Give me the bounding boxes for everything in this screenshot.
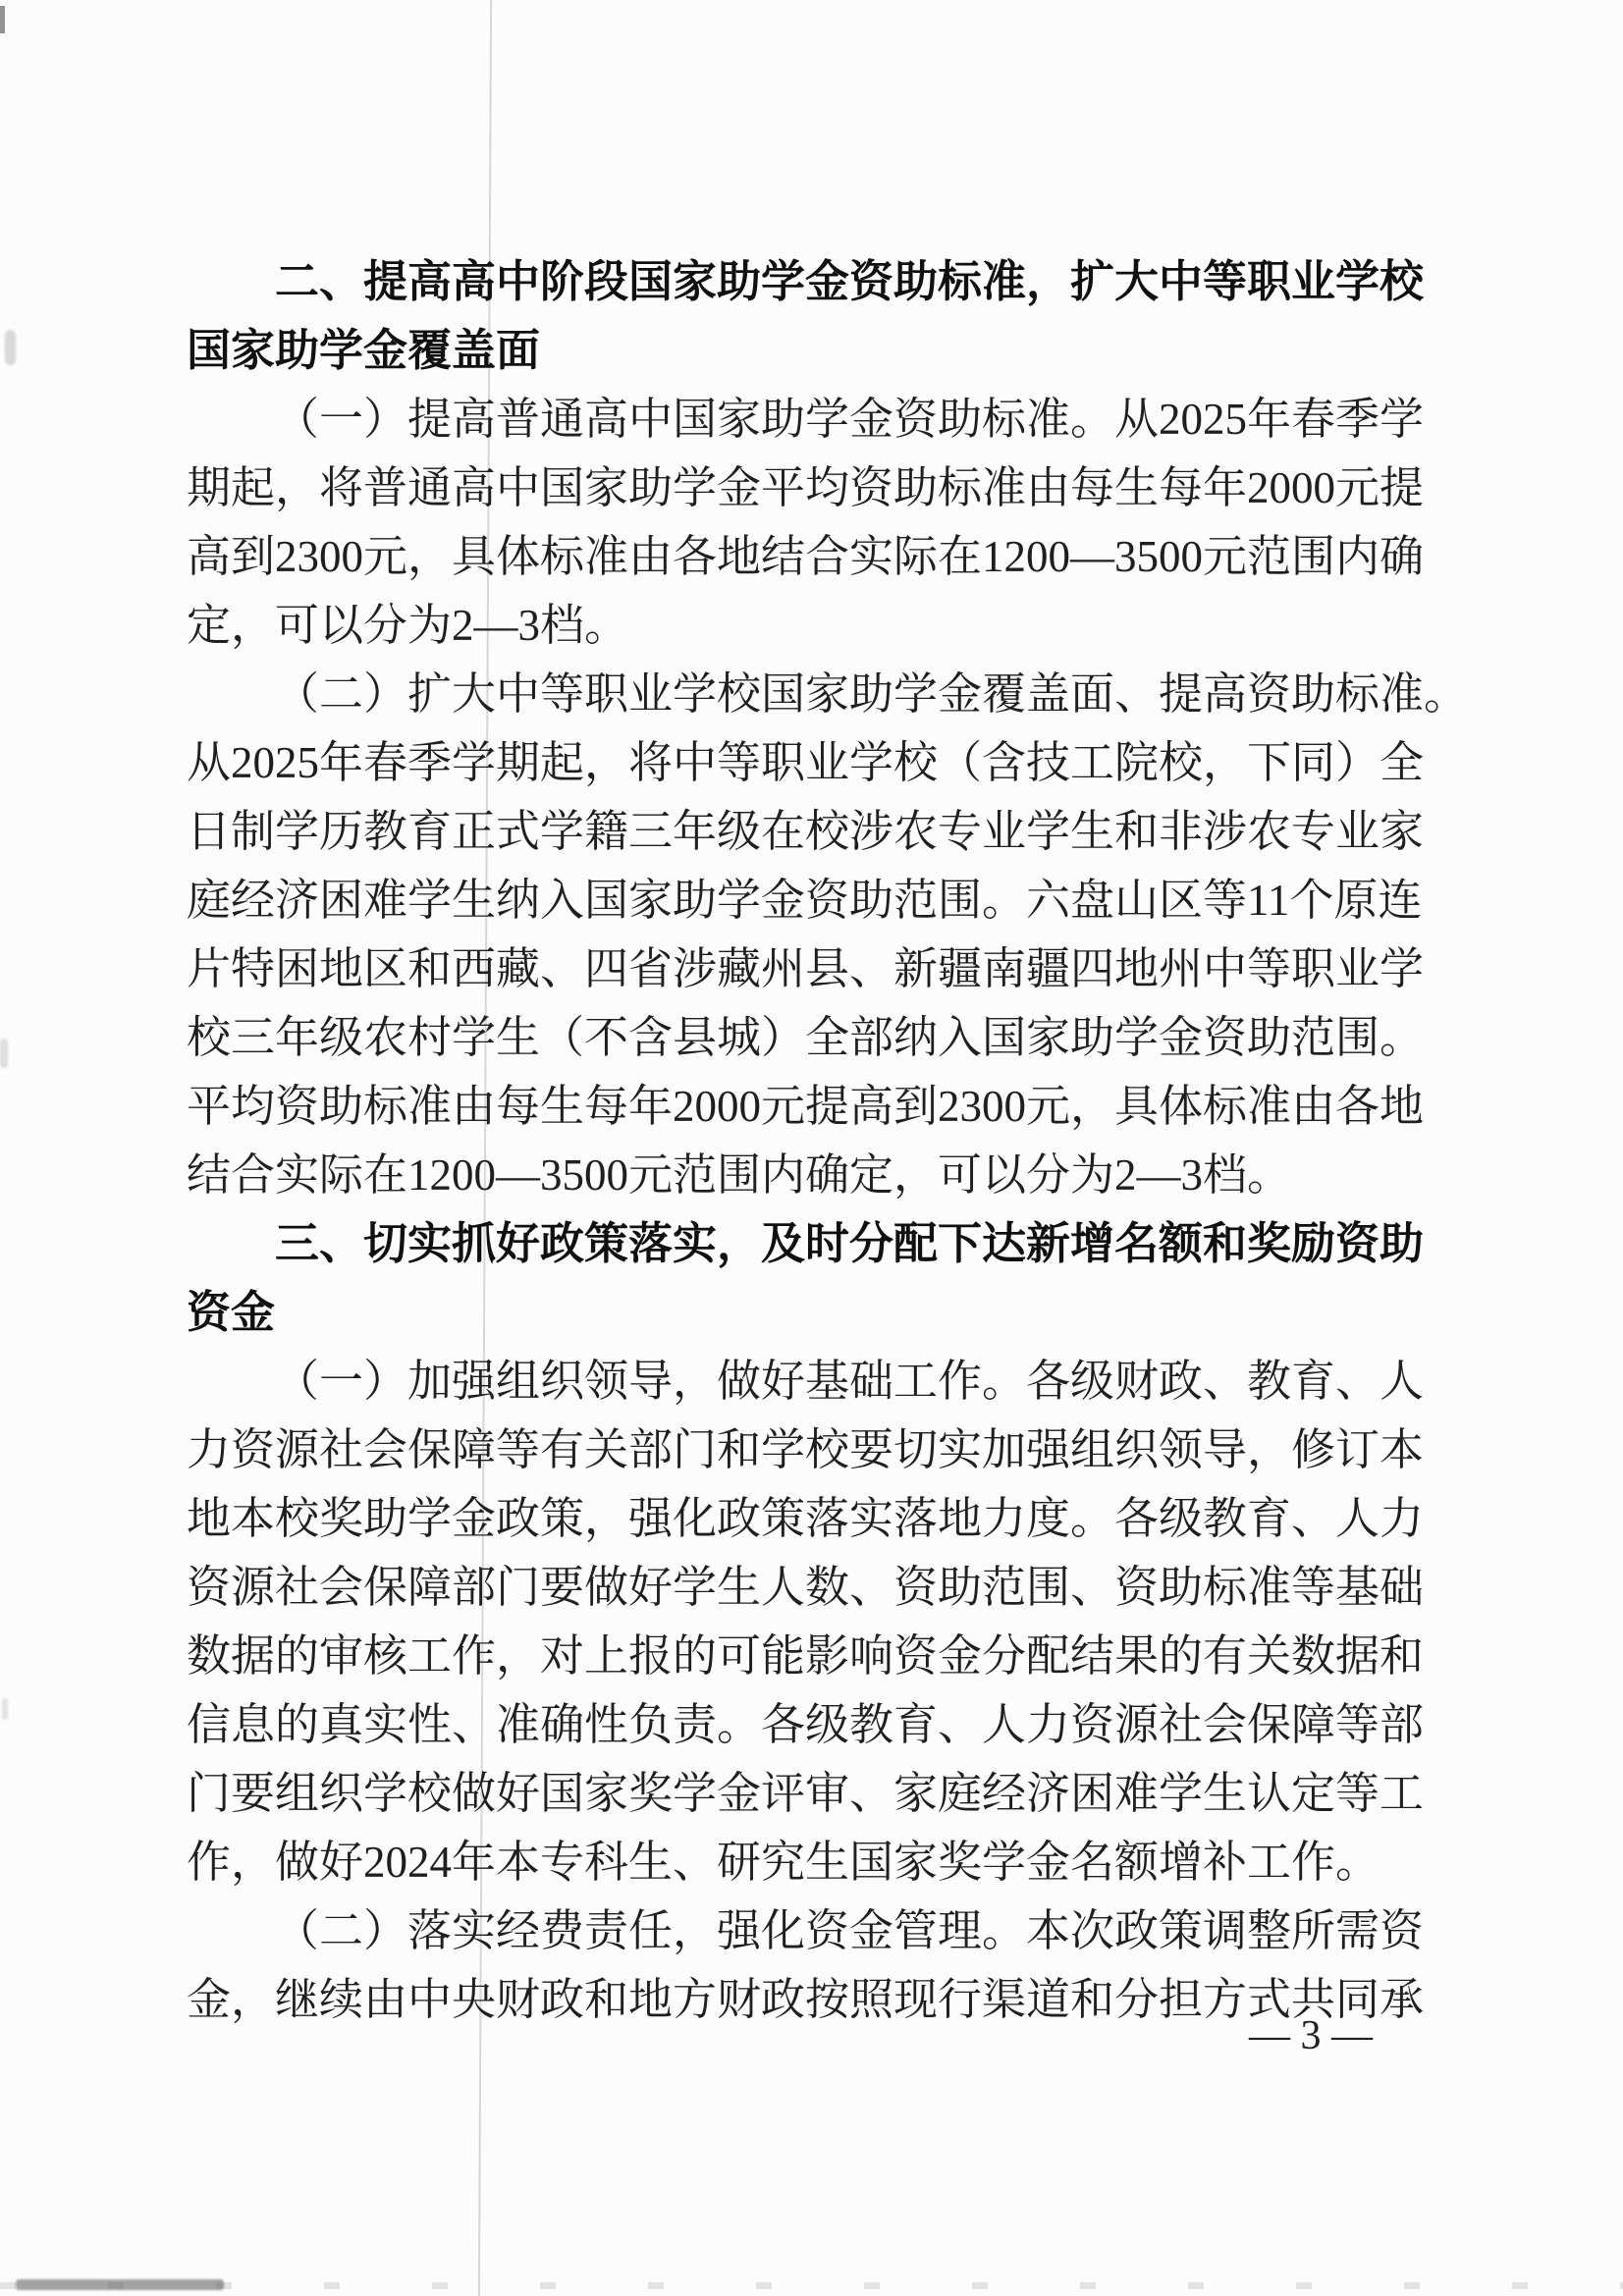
text-line: （二）落实经费责任，强化资金管理。本次政策调整所需资 [275,1906,1425,1955]
text-line: 二、提高高中阶段国家助学金资助标准，扩大中等职业学校 [275,256,1425,306]
text-line: 门要组织学校做好国家奖学金评审、家庭经济困难学生认定等工 [187,1769,1425,1818]
text-line: （一）加强组织领导，做好基础工作。各级财政、教育、人 [275,1357,1425,1406]
text-line: 数据的审核工作，对上报的可能影响资金分配结果的有关数据和 [187,1631,1425,1681]
text-line: （二）扩大中等职业学校国家助学金覆盖面、提高资助标准。 [275,669,1469,719]
text-line: 平均资助标准由每生每年2000元提高到2300元，具体标准由各地 [187,1082,1425,1131]
paragraph [187,385,1425,660]
text-line: 片特困地区和西藏、四省涉藏州县、新疆南疆四地州中等职业学 [187,944,1425,993]
paragraph [187,660,1469,1209]
scan-noise-strip [0,2282,1623,2289]
text-line: 校三年级农村学生（不含县城）全部纳入国家助学金资助范围。 [187,1013,1425,1062]
scan-smudge [2,1698,8,1720]
text-line: 高到2300元，具体标准由各地结合实际在1200—3500元范围内确 [187,532,1425,581]
text-line: 资金 [187,1287,276,1337]
text-line: 从2025年春季学期起，将中等职业学校（含技工院校，下同）全 [187,738,1425,787]
paragraph [187,1347,1425,1896]
scan-smudge [0,1039,8,1068]
text-line: 资源社会保障部门要做好学生人数、资助范围、资助标准等基础 [187,1563,1425,1612]
text-line: 金，继续由中央财政和地方财政按照现行渠道和分担方式共同承 [187,1975,1425,2024]
scan-smudge [16,2279,224,2290]
text-line: 作，做好2024年本专科生、研究生国家奖学金名额增补工作。 [187,1838,1380,1887]
scan-smudge [5,330,16,365]
section-heading [187,247,1425,385]
text-line: 期起，将普通高中国家助学金平均资助标准由每生每年2000元提 [187,463,1425,512]
text-line: 定，可以分为2—3档。 [187,601,629,650]
text-line: 日制学历教育正式学籍三年级在校涉农专业学生和非涉农专业家 [187,807,1425,856]
text-line: 国家助学金覆盖面 [187,325,541,375]
text-line: 庭经济困难学生纳入国家助学金资助范围。六盘山区等11个原连 [187,876,1423,925]
section-heading [187,1209,1425,1347]
text-line: （一）提高普通高中国家助学金资助标准。从2025年春季学 [275,395,1425,444]
page-number: — 3 — [1249,2013,1373,2058]
document-body [187,247,1469,2034]
text-line: 三、切实抓好政策落实，及时分配下达新增名额和奖励资助 [275,1218,1425,1268]
text-line: 地本校奖助学金政策，强化政策落实落地力度。各级教育、人力 [187,1494,1425,1543]
text-line: 力资源社会保障等有关部门和学校要切实加强组织领导，修订本 [187,1425,1425,1474]
paragraph [187,1896,1425,2034]
text-line: 信息的真实性、准确性负责。各级教育、人力资源社会保障等部 [187,1700,1425,1749]
text-line: 结合实际在1200—3500元范围内确定，可以分为2—3档。 [187,1150,1292,1200]
scan-smudge [0,6,5,33]
